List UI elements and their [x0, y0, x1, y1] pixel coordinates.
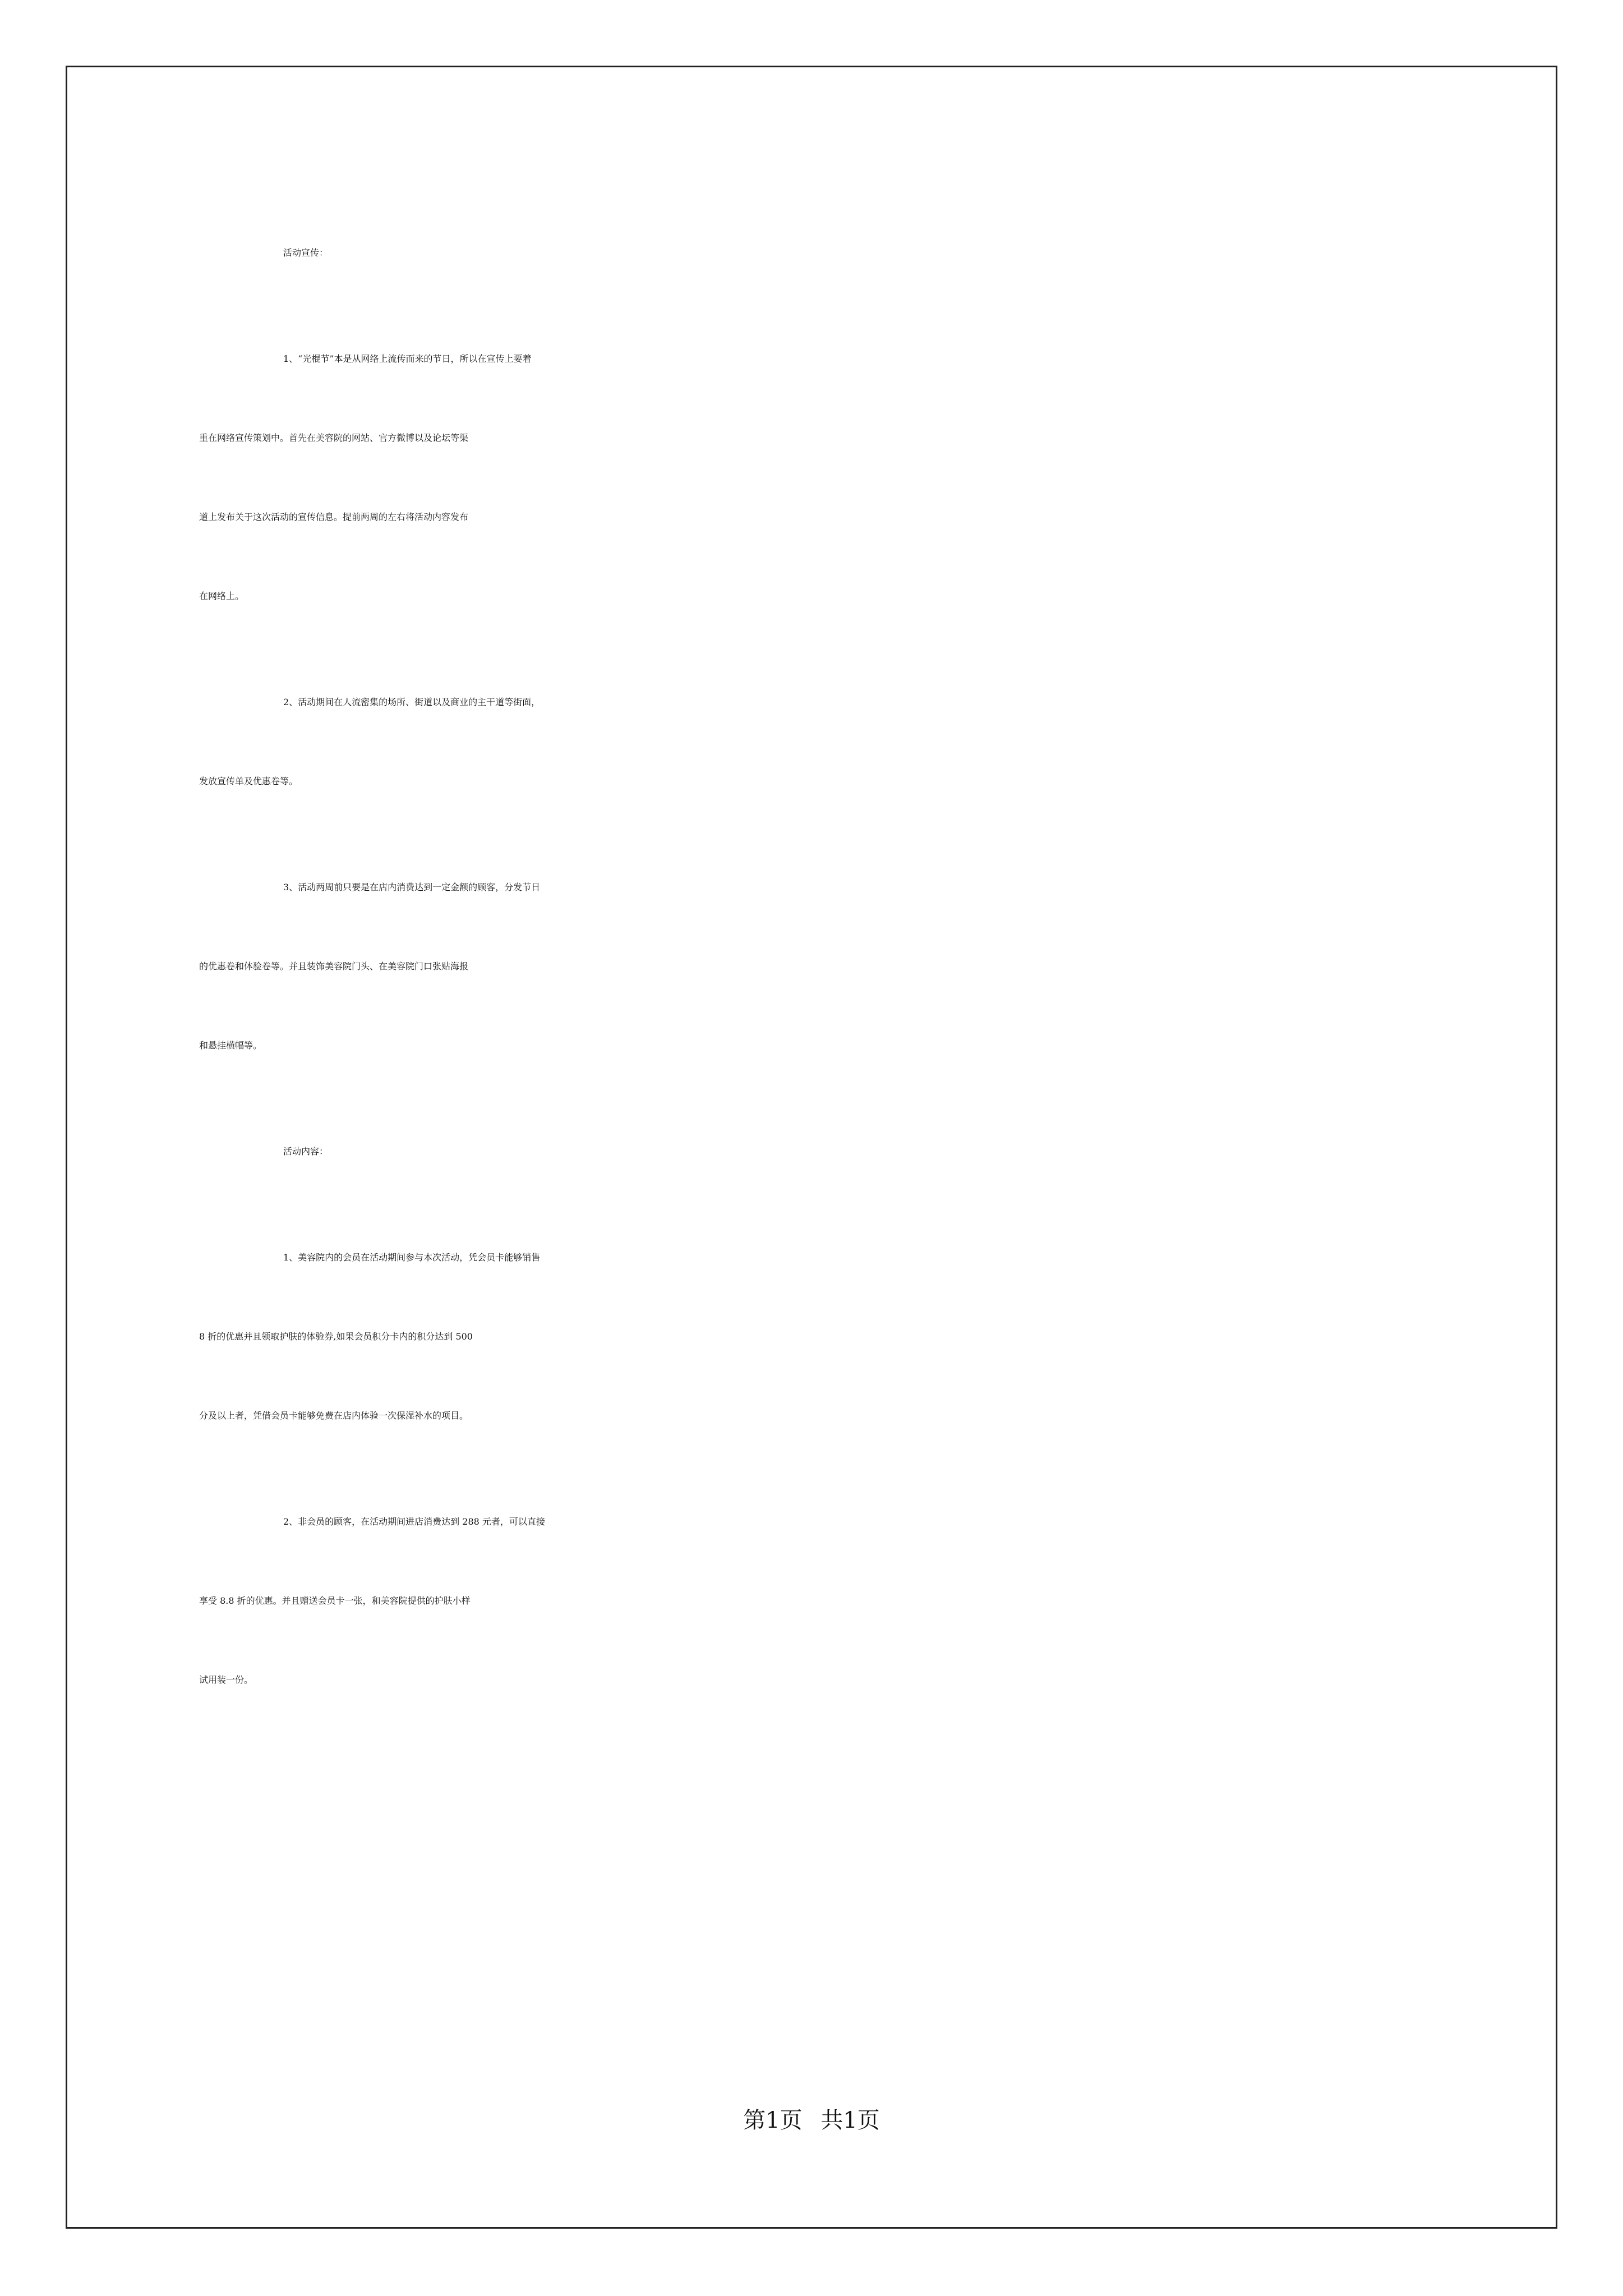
text-line: 在网络上。 [199, 591, 245, 601]
paragraph-content-2 [199, 1482, 1433, 1719]
text-line: 1、“光棍节”本是从网络上流传而来的节日，所以在宣传上要着 [283, 353, 532, 364]
text-line: 和悬挂横幅等。 [199, 1040, 262, 1051]
page-footer [0, 2104, 1623, 2137]
text-line: 分及以上者，凭借会员卡能够免费在店内体验一次保湿补水的项目。 [199, 1410, 469, 1421]
text-line: 的优惠卷和体验卷等。并且装饰美容院门头、在美容院门口张贴海报 [199, 961, 469, 972]
text-line: 活动内容： [283, 1146, 329, 1157]
paragraph-promotion-3 [199, 848, 1433, 1085]
paragraph-activity-promotion-heading [199, 213, 1433, 292]
text-line: 2、活动期间在人流密集的场所、街道以及商业的主干道等街面， [283, 697, 541, 707]
page-total: 共1页 [820, 2108, 880, 2133]
text-line: 3、活动两周前只要是在店内消费达到一定金额的顾客，分发节日 [283, 882, 541, 892]
text-line: 2、非会员的顾客，在活动期间进店消费达到 288 元者，可以直接 [283, 1516, 545, 1527]
text-line: 8 折的优惠并且领取护肤的体验券,如果会员积分卡内的积分达到 500 [199, 1331, 473, 1342]
text-line: 重在网络宣传策划中。首先在美容院的网站、官方微博以及论坛等渠 [199, 432, 469, 443]
paragraph-promotion-2 [199, 662, 1433, 821]
document-body [199, 213, 1433, 1719]
text-line: 享受 8.8 折的优惠。并且赠送会员卡一张，和美容院提供的护肤小样 [199, 1595, 471, 1606]
text-line: 发放宣传单及优惠卷等。 [199, 776, 298, 786]
paragraph-activity-content-heading [199, 1112, 1433, 1191]
page-number: 第1页 [743, 2108, 803, 2133]
paragraph-content-1 [199, 1218, 1433, 1455]
paragraph-promotion-1 [199, 319, 1433, 636]
text-line: 活动宣传： [283, 247, 329, 258]
text-line: 试用装一份。 [199, 1674, 253, 1685]
text-line: 1、美容院内的会员在活动期间参与本次活动，凭会员卡能够销售 [283, 1252, 541, 1263]
text-line: 道上发布关于这次活动的宣传信息。提前两周的左右将活动内容发布 [199, 512, 469, 522]
